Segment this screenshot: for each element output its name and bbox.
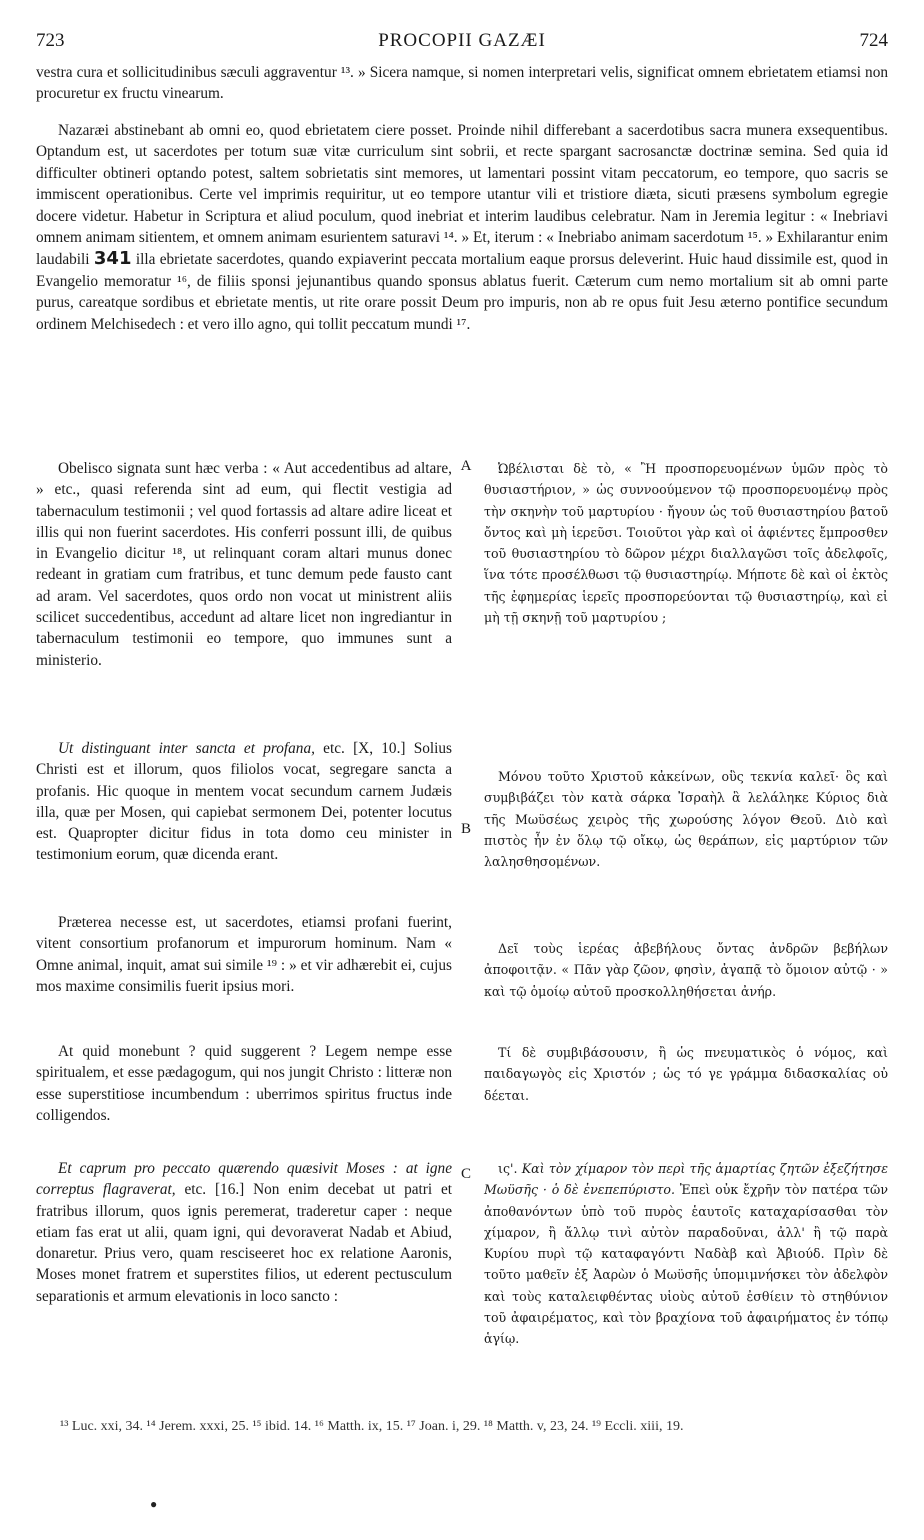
column-marker: 341 bbox=[93, 248, 132, 270]
page-number-right: 724 bbox=[859, 30, 888, 51]
latin-paragraph-3 bbox=[36, 912, 452, 997]
latin-text-3: Præterea necesse est, ut sacerdotes, etiamsi profani fuerint, vitent consortium profanorum et impurorum hominum. Nam « Omne animal, inquit, amat sui simile ¹⁹ : » et vir adhærebit ei, cujus mos maxime consimilis fuerit ipsius mori. bbox=[36, 914, 452, 995]
footnotes-text: ¹³ Luc. xxi, 34. ¹⁴ Jerem. xxxi, 25. ¹⁵ ibid. 14. ¹⁶ Matth. ix, 15. ¹⁷ Joan. i, 29. ¹⁸ Matth. v, 23, 24. ¹⁹ Eccli. xiii, 19. bbox=[60, 1419, 684, 1434]
intro-paragraph bbox=[36, 62, 888, 105]
latin-paragraph-4 bbox=[36, 1041, 452, 1126]
latin-lemma-5: Et caprum pro peccato quærendo quæsivit Moses : at igne correptus flagraverat, bbox=[36, 1160, 452, 1199]
latin-paragraph-2 bbox=[36, 738, 452, 866]
page-number-left: 723 bbox=[36, 30, 65, 51]
greek-paragraph-1 bbox=[484, 458, 888, 628]
greek-paragraph-5 bbox=[484, 1158, 888, 1350]
greek-text-1: Ὠβέλισται δὲ τὸ, « Ἢ προσπορευομένων ὑμῶν πρὸς τὸ θυσιαστήριον, » ὡς συννοούμενον τῷ προσπορευομένῳ πρὸς τὴν σκηνὴν τοῦ μαρτυρίου · ἤγουν ὡς τοῦ θυσιαστηρίου βατοῦ ὄντος καὶ μὴ ἱερεῦσι. Τοιοῦτοι γὰρ καὶ οἱ ἀφιέντες ἔμπροσθεν τοῦ θυσιαστηρίου τὸ δῶρον μέχρι διαλλαγῶσι τοῖς ἀδελφοῖς, ἵνα τότε προσέλθωσι τῷ θυσιαστηρίῳ. Μήποτε δὲ καὶ οἱ ἐκτὸς τῆς ἐφημερίας ἱερεῖς προσπορεύονται τῷ θυσιαστηρίῳ, καὶ εἰ μὴ τῇ σκηνῇ τοῦ μαρτυρίου ; bbox=[484, 461, 888, 626]
running-title: PROCOPII GAZÆI bbox=[378, 30, 546, 51]
greek-text-3: Δεῖ τοὺς ἱερέας ἀβεβήλους ὄντας ἀνδρῶν βεβήλων ἀποφοιτᾷν. « Πᾶν γὰρ ζῶον, φησὶν, ἀγαπᾷ τὸ ὅμοιον αὐτῷ · » καὶ τῷ ὁμοίῳ αὐτοῦ προσκολληθήσεται ἀνήρ. bbox=[484, 941, 888, 999]
greek-section-number: ις'. bbox=[498, 1161, 518, 1176]
greek-text-5: Ἐπεὶ οὐκ ἔχρῆν τὸν πατέρα τῶν ἀποθανόντων ὑπὸ τοῦ πυρὸς ἑαυτοῖς καταχαρίσασθαι τὸν χίμαρον, ἢ ἄλλῳ τινὶ αὐτὸν παραδοῦναι, ἀλλ' ἢ τῷ παρὰ Κυρίου πυρὶ τῷ καταφαγόντι Ναδὰβ καὶ Ἀβιούδ. Πρὶν δὲ τοῦτο μαθεῖν ἐξ Ἀαρὼν ὁ Μωϋσῆς ὑπομιμνήσκει τὸν ἀδελφὸν καὶ τοὺς καταλειφθέντας υἱοὺς αὐτοῦ ἐσθίειν τὸ στηθύνιον τοῦ ἀφαιρέματος, καὶ τὸν βραχίονα τοῦ ἀφαιρήματος ἐν τόπῳ ἁγίῳ. bbox=[484, 1182, 888, 1347]
page-header bbox=[36, 30, 888, 60]
latin-text-2: etc. [X, 10.] Solius Christi est et illorum, quos filiolos vocat, segregare sancta a profanis. Hic quoque in mentem vocat secundum carnem Judæis illa, quæ per Mosen, qui capiebat sermonem Dei, potenter locutus est. Quapropter dicitur fidus in tota domo ceu minister in testimonium eorum, quæ dicenda erant. bbox=[36, 740, 452, 864]
greek-text-2: Μόνου τοῦτο Χριστοῦ κἀκείνων, οὓς τεκνία καλεῖ· ὃς καὶ συμβιβάζει τὸν κατὰ σάρκα Ἰσραὴλ ἃ λελάληκε Κύριος διὰ τῆς Μωϋσέως χειρὸς τῆς χωρούσης λόγον Θεοῦ. Διὸ καὶ πιστὸς ἦν ἐν ὅλῳ τῷ οἴκῳ, ὡς θεράπων, εἰς μαρτύριον τῶν λαλησθησομένων. bbox=[484, 769, 888, 870]
greek-paragraph-2 bbox=[484, 766, 888, 872]
latin-text-4: At quid monebunt ? quid suggerent ? Legem nempe esse spiritualem, et esse pædagogum, qui nos jungit Christo : litteræ non esse superstitiose incumbendum : uberrimos spiritus fructus inde colligendos. bbox=[36, 1043, 452, 1124]
latin-text-1: Obelisco signata sunt hæc verba : « Aut accedentibus ad altare, » etc., quasi referenda sint ad eum, qui flectit vestigia ad tabernaculum testimonii ; vel quod fortassis ad altare adire liceat et illis qui non fuerint sacerdotes. His conferri possunt illi, de quibus in Evangelio dicitur ¹⁸, ut relinquant coram altari munus donec redeant in gratiam cum fratribus, et tunc demum pede fausto cant ad aram. Vel sacerdotes, quos ordo non vocat ut ministrent aliis scilicet succedentibus, accedunt ad altare licet non ingrediantur in tabernaculum testimonii eo tempore, quo immunes sunt a ministerio. bbox=[36, 460, 452, 669]
siglum-c: C bbox=[460, 1166, 471, 1182]
nazaraei-text-after: illa ebrietate sacerdotes, quando expiaverint peccata mortalium eaque prorsus deleverint. Huic haud dissimile est, quod in Evangelio memoratur ¹⁶, de filiis sponsi jejunantibus quando sponsus ablatus fuerit. Cæterum cum nemo mortalium sit ab omni parte purus, careatque sordibus et ebrietate mentis, ut rite orare possit Deum pro impuris, non ab re opus fuit Jesu æterno pontifice secundum ordinem Melchisedech : et vero illo agno, qui tollit peccatum mundi ¹⁷. bbox=[36, 251, 888, 333]
siglum-a: A bbox=[460, 458, 472, 474]
nazaraei-text-before: Nazaræi abstinebant ab omni eo, quod ebrietatem ciere posset. Proinde nihil differebant a sacerdotibus sacra munera exsequentibus. Optandum est, ut sacerdotes per totum suæ vitæ curriculum sint sobrii, et recte spargant sacrosanctæ doctrinæ semina. Sed quia id difficulter obtineri optando potest, saltem sobrietatis sint memores, ut lamentari possint vitam peccatorum, eo tempore, quo sacris se immiscent operationibus. Certe vel imprimis requiritur, ut eo tempore utantur vili et tristiore diæta, sicuti præsens symbolum egregie docere videtur. Habetur in Scriptura et aliud poculum, quod inebriat et interim laudibus celebratur. Nam in Jeremia legitur : « Inebriavi omnem animam sitientem, et omnem animam esurientem saturavi ¹⁴. » Et, iterum : « Inebriabo animam sacerdotum ¹⁵. » Exhilarantur enim laudabili bbox=[36, 122, 888, 269]
latin-text-5: etc. [16.] Non enim decebat ut patri et fratribus illorum, quos ignis peremerat, traderetur caper : neque etiam fas erat ut alii, quam igni, qui devoraverat Nadab et Abiud, donaretur. Prius vero, quam resciseeret hoc ex relatione Aaronis, Moses monet fratrem et superstites filios, ut ederent pectusculum separationis et armum elevationis in loco sancto : bbox=[36, 1181, 452, 1305]
ink-speck: ● bbox=[150, 1497, 158, 1511]
latin-lemma-2: Ut distinguant inter sancta et profana, bbox=[58, 740, 315, 757]
greek-paragraph-3 bbox=[484, 938, 888, 1002]
greek-paragraph-4 bbox=[484, 1042, 888, 1106]
siglum-b: B bbox=[460, 821, 471, 837]
footnotes bbox=[36, 1416, 888, 1437]
greek-lemma-5: Καὶ τὸν χίμαρον τὸν περὶ τῆς ἁμαρτίας ζητῶν ἐξεζήτησε Μωϋσῆς · ὁ δὲ ἐνεπεπύριστο. bbox=[484, 1161, 888, 1198]
greek-text-4: Τί δὲ συμβιβάσουσιν, ἢ ὡς πνευματικὸς ὁ νόμος, καὶ παιδαγωγὸς εἰς Χριστόν ; ὡς τό γε γράμμα διδασκαλίας οὐ δέεται. bbox=[484, 1045, 888, 1103]
latin-paragraph-5 bbox=[36, 1158, 452, 1307]
nazaraei-paragraph bbox=[36, 120, 888, 335]
intro-text: vestra cura et sollicitudinibus sæculi aggraventur ¹³. » Sicera namque, si nomen interpretari velis, significat omnem ebrietatem etiamsi non procuretur ex fructu vinearum. bbox=[36, 64, 888, 103]
latin-paragraph-1 bbox=[36, 458, 452, 671]
